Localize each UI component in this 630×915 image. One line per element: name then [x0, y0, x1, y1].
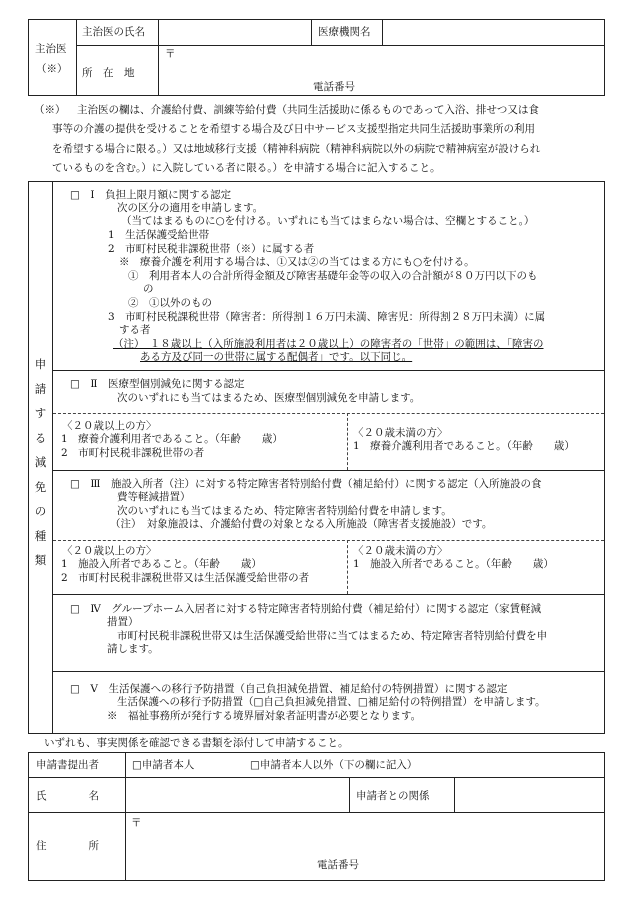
option-tax-exempt-household[interactable]: 2 市町村民税非課税世帯（※）に属する者	[108, 243, 315, 255]
section-4-checkbox[interactable]: □ Ⅳ グループホーム入居者に対する特定障害者特別給付費（補足給付）に関する認定（家賃軽減	[70, 603, 542, 615]
section-3-text: 2 市町村民税非課税世帯又は生活保護受給世帯の者	[61, 572, 310, 584]
section-4-text: 市町村民税非課税世帯又は生活保護受給世帯に当てはまるため、特定障害者特別給付費を申	[117, 630, 548, 642]
option-welfare-household[interactable]: 1 生活保護受給世帯	[108, 229, 210, 241]
doctor-mark: （※）	[36, 63, 68, 75]
section-1-text: 次の区分の適用を申請します。	[117, 202, 264, 214]
relation-label: 申請者との関係	[356, 790, 430, 802]
section-1-text: （当てはまるものに○を付ける。いずれにも当てはまらない場合は、空欄とすること。）	[121, 215, 535, 227]
section-2-text: 次のいずれにも当てはまるため、医療型個別減免を申請します。	[117, 392, 421, 404]
attach-note: いずれも、事実関係を確認できる書類を添付して申請すること。	[44, 737, 349, 749]
section-3-text: 1 施設入所者であること。（年齢 歳）	[61, 558, 262, 570]
section-5-text: ※ 福祉事務所が発行する境界層対象者証明書が必要となります。	[107, 710, 422, 722]
section-3-checkbox[interactable]: □ Ⅲ 施設入所者（注）に対する特定障害者特別給付費（補足給付）に関する認定（入所施設の食	[70, 478, 542, 490]
section-1-text: する者	[119, 324, 151, 336]
section-1-note: （注） １８歳以上（入所施設利用者は２０歳以上）の障害者の「世帯」の範囲は、「障害の	[113, 338, 544, 350]
section-4-text: 措置）	[107, 616, 139, 628]
section-2-text: 〈２０歳未満の方〉	[353, 427, 448, 439]
reduction-type-label: 申 請 す る 減 免 の 種 類	[34, 357, 47, 567]
footnote-line: ているものを含む。）に入院している者に限る。）を申請する場合に記入すること。	[52, 162, 441, 174]
doctor-name-field[interactable]	[159, 20, 310, 45]
section-4-text: 請します。	[107, 643, 159, 655]
section-2-text: 2 市町村民税非課税世帯の者	[61, 447, 205, 459]
institution-label: 医療機関名	[318, 26, 371, 38]
section-2-checkbox[interactable]: □ Ⅱ 医療型個別減免に関する認定	[70, 378, 245, 390]
applicant-postal-mark: 〒	[131, 817, 142, 829]
doctor-phone-label: 電話番号	[313, 81, 355, 93]
doctor-label: 主治医	[35, 43, 67, 55]
doctor-address-field[interactable]	[159, 46, 603, 94]
section-1-note: ある方及び同一の世帯に属する配偶者」です。以下同じ。	[140, 351, 413, 363]
section-3-text: （注） 対象施設は、介護給付費の対象となる入所施設（障害者支援施設）です。	[110, 518, 493, 530]
footnote-mark: （※）	[34, 104, 66, 116]
submitter-label: 申請書提出者	[36, 759, 99, 771]
section-5-checkbox[interactable]: □ Ⅴ 生活保護への移行予防措置（自己負担減免措置、補足給付の特例措置）に関する認定	[70, 683, 508, 695]
option-income-under-80[interactable]: ① 利用者本人の合計所得金額及び障害基礎年金等の収入の合計額が８０万円以下のも	[128, 270, 538, 282]
section-3-text: 〈２０歳未満の方〉	[353, 545, 448, 557]
section-2-text: 1 療養介護利用者であること。（年齢 歳）	[61, 433, 283, 445]
submitter-other-checkbox[interactable]: □申請者本人以外（下の欄に記入）	[250, 759, 418, 771]
doctor-address-label: 所 在 地	[82, 67, 135, 79]
doctor-postal-mark: 〒	[165, 48, 176, 60]
section-5-text: 生活保護への移行予防措置（□自己負担減免措置、□補足給付の特例措置）を申請します。	[117, 696, 546, 708]
applicant-name-field[interactable]	[126, 778, 348, 812]
submitter-self-checkbox[interactable]: □申請者本人	[132, 759, 195, 771]
section-1-text: ※ 療養介護を利用する場合は、①又は②の当てはまる方にも○を付ける。	[119, 256, 475, 268]
section-3-text: 1 施設入所者であること。（年齢 歳）	[353, 558, 554, 570]
applicant-address-field[interactable]	[126, 813, 603, 879]
footnote-line: 事等の介護の提供を受けることを希望する場合及び日中サービス支援型指定共同生活援助事業所の利用	[52, 123, 535, 135]
section-2-text: 〈２０歳以上の方〉	[62, 420, 157, 432]
section-3-text: 費等軽減措置）	[117, 491, 191, 503]
doctor-name-label: 主治医の氏名	[82, 26, 145, 38]
option-taxable-household[interactable]: 3 市町村民税課税世帯（障害者：所得割１６万円未満、障害児：所得割２８万円未満）に属	[108, 311, 546, 323]
applicant-phone-label: 電話番号	[317, 859, 359, 871]
relation-field[interactable]	[455, 778, 603, 812]
footnote-line: を希望する場合に限る。）又は地域移行支援（精神科病院（精神科病院以外の病院で精神病室が設けられ	[52, 143, 541, 155]
name-label: 氏 名	[36, 790, 99, 802]
footnote-line: 主治医の欄は、介護給付費、訓練等給付費（共同生活援助に係るものであって入浴、排せつ又は食	[77, 104, 539, 116]
option-other[interactable]: ② ①以外のもの	[128, 297, 212, 309]
institution-field[interactable]	[383, 20, 603, 45]
section-1-text: の	[143, 283, 154, 295]
section-1-checkbox[interactable]: □ Ⅰ 負担上限月額に関する認定	[70, 189, 232, 201]
address-label: 住 所	[36, 840, 99, 852]
section-3-text: 〈２０歳以上の方〉	[62, 545, 157, 557]
section-2-text: 1 療養介護利用者であること。（年齢 歳）	[353, 440, 575, 452]
section-3-text: 次のいずれにも当てはまるため、特定障害者特別給付費を申請します。	[117, 505, 452, 517]
